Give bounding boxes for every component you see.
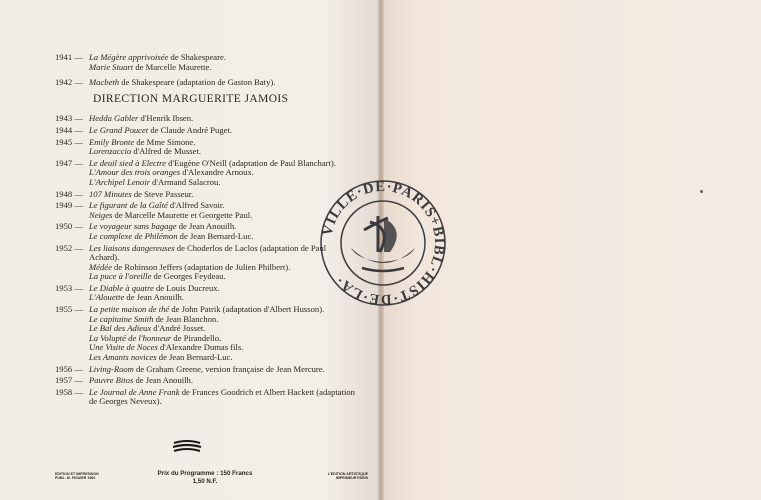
play-line bbox=[89, 78, 355, 88]
play-line bbox=[89, 232, 355, 242]
entry-plays bbox=[89, 114, 355, 124]
play-title: L'Alouette bbox=[89, 292, 125, 303]
chronology-entry bbox=[55, 388, 355, 407]
chronology-entry bbox=[55, 138, 355, 157]
publisher-credit bbox=[300, 472, 368, 481]
chronology-entry bbox=[55, 244, 355, 282]
play-author: de Frances Goodrich et Albert Hackett (adaptation de Georges Neveux). bbox=[89, 386, 355, 407]
play-author: de Jean Bernard-Luc. bbox=[156, 352, 233, 363]
play-author: de Pirandello. bbox=[171, 332, 222, 343]
play-title: Le deuil sied à Electre bbox=[89, 157, 167, 168]
play-author: d'Henrik Ibsen. bbox=[138, 113, 194, 124]
play-author: d'André Josset. bbox=[151, 323, 206, 334]
entry-plays bbox=[89, 244, 355, 282]
entry-plays bbox=[89, 305, 355, 363]
play-title: Emily Bronte bbox=[89, 136, 135, 147]
entry-year: 1948 — bbox=[55, 188, 83, 199]
play-title: L'Archipel Lenoir bbox=[89, 176, 150, 187]
entry-plays bbox=[89, 78, 355, 88]
play-author: de Jean Blanchon. bbox=[153, 313, 219, 324]
play-title: Lorenzaccio bbox=[89, 146, 132, 157]
play-title: La petite maison de thé bbox=[89, 304, 170, 315]
play-author: de Jean Anouilh. bbox=[133, 375, 193, 386]
play-title: Pauvre Bitos bbox=[89, 375, 134, 386]
play-title: Le Journal de Anne Frank bbox=[89, 386, 180, 397]
printer-line-1: EDITION ET IMPRESSION bbox=[55, 472, 99, 476]
play-author: de Shakespeare (adaptation de Gaston Baty). bbox=[119, 77, 276, 88]
play-title: Neiges bbox=[89, 209, 113, 220]
play-author: de Mme Simone. bbox=[134, 136, 196, 147]
chronology-entry bbox=[55, 365, 355, 375]
entry-year: 1953 — bbox=[55, 282, 83, 293]
play-author: de Jean Bernard-Luc. bbox=[177, 230, 254, 241]
price-line-1: Prix du Programme : 150 Francs bbox=[157, 470, 253, 477]
play-title: Le Diable à quatre bbox=[89, 282, 154, 293]
entry-plays bbox=[89, 201, 355, 220]
play-author: de Shakespeare. bbox=[168, 52, 226, 62]
play-author: de Marcelle Maurette. bbox=[133, 61, 212, 72]
entry-plays bbox=[89, 284, 355, 303]
entry-year: 1947 — bbox=[55, 157, 83, 168]
chronology-entry bbox=[55, 159, 355, 188]
play-title: La puce à l'oreille bbox=[89, 271, 152, 282]
play-title: Hedda Gabler bbox=[89, 113, 139, 124]
play-author: d'Alfred Savoir. bbox=[167, 200, 225, 211]
entry-year: 1950 — bbox=[55, 221, 83, 232]
play-line bbox=[89, 114, 355, 124]
program-price bbox=[145, 470, 265, 486]
play-author: de John Patrik (adaptation d'Albert Husson). bbox=[169, 304, 325, 315]
section-heading: DIRECTION MARGUERITE JAMOIS bbox=[93, 92, 289, 105]
play-author: de Georges Feydeau. bbox=[151, 271, 226, 282]
play-author: de Steve Passeur. bbox=[131, 188, 194, 199]
publisher-line-2: IMPRIMEUR PARIS bbox=[335, 476, 368, 481]
entry-plays bbox=[89, 53, 355, 72]
play-line bbox=[89, 272, 355, 282]
price-line-2: 1,50 N.F. bbox=[192, 478, 218, 485]
play-title: La Volupté de l'honneur bbox=[89, 332, 172, 343]
chronology-entry bbox=[55, 126, 355, 136]
entry-plays bbox=[89, 365, 355, 375]
chronology-entry bbox=[55, 201, 355, 220]
play-title: La Mégère apprivoisée bbox=[89, 52, 169, 62]
publisher-line-1: L'EDITION ARTISTIQUE bbox=[327, 472, 368, 476]
entry-year: 1949 — bbox=[55, 200, 83, 211]
play-author: d'Armand Salacrou. bbox=[149, 176, 221, 187]
chronology-entry bbox=[55, 53, 355, 72]
printer-credit bbox=[55, 472, 99, 481]
play-title: Living-Room bbox=[89, 363, 134, 374]
stamp-text: VILLE·DE·PARIS+BIBL·HIST·DE·LA· bbox=[319, 178, 448, 308]
play-title: Macbeth bbox=[89, 77, 120, 88]
play-author: de Jean Anouilh. bbox=[124, 292, 184, 303]
play-line bbox=[89, 190, 355, 200]
play-title: Le capitaine Smith bbox=[89, 313, 154, 324]
printer-line-2: PUBL. M. FIGUIER 1960 bbox=[55, 476, 96, 481]
play-author: d'Alfred de Musset. bbox=[131, 146, 201, 157]
entry-plays bbox=[89, 138, 355, 157]
play-line bbox=[89, 178, 355, 188]
play-line bbox=[89, 63, 355, 73]
play-author: d'Alexandre Arnoux. bbox=[180, 167, 254, 178]
play-line bbox=[89, 353, 355, 363]
entry-year: 1945 — bbox=[55, 136, 83, 147]
play-author: de Louis Ducreux. bbox=[153, 282, 220, 293]
play-title: Les Amants novices bbox=[89, 352, 157, 363]
play-title: Le complexe de Philémon bbox=[89, 230, 178, 241]
play-line bbox=[89, 293, 355, 303]
library-stamp bbox=[318, 178, 448, 308]
play-title: Le Grand Poucet bbox=[89, 124, 149, 135]
chronology-entry bbox=[55, 284, 355, 303]
entry-plays bbox=[89, 388, 355, 407]
entry-plays bbox=[89, 126, 355, 136]
play-title: Le Bal des Adieux bbox=[89, 323, 152, 334]
chronology-entry bbox=[55, 114, 355, 124]
chronology-entry bbox=[55, 222, 355, 241]
paper-speck bbox=[700, 190, 703, 193]
entry-year: 1955 — bbox=[55, 304, 83, 315]
play-title: Une Visite de Noces bbox=[89, 342, 158, 353]
play-line bbox=[89, 244, 355, 263]
entry-plays bbox=[89, 376, 355, 386]
entry-year: 1957 — bbox=[55, 375, 83, 386]
entry-year: 1944 — bbox=[55, 124, 83, 135]
play-title: Médée bbox=[89, 261, 112, 272]
ornament bbox=[172, 440, 202, 454]
play-author: de Robinson Jeffers (adaptation de Julien Philbert). bbox=[111, 261, 291, 272]
play-title: Les liaisons dangereuses bbox=[89, 242, 175, 253]
ship-emblem-icon bbox=[351, 216, 415, 271]
play-title: Le figurant de la Gaîté bbox=[89, 200, 168, 211]
play-line bbox=[89, 388, 355, 407]
chronology-entry bbox=[55, 190, 355, 200]
chronology-entry bbox=[55, 376, 355, 386]
entry-plays bbox=[89, 159, 355, 188]
entry-plays bbox=[89, 190, 355, 200]
play-line bbox=[89, 211, 355, 221]
play-author: d'Alexandre Dumas fils. bbox=[157, 342, 244, 353]
play-line bbox=[89, 126, 355, 136]
play-title: Marie Stuart bbox=[89, 61, 134, 72]
entry-year: 1956 — bbox=[55, 363, 83, 374]
play-title: L'Amour des trois oranges bbox=[89, 167, 181, 178]
entry-plays bbox=[89, 222, 355, 241]
play-line bbox=[89, 147, 355, 157]
chronology-list bbox=[55, 53, 355, 409]
entry-year: 1958 — bbox=[55, 386, 83, 397]
entry-year: 1941 — bbox=[55, 52, 83, 62]
play-author: de Claude André Puget. bbox=[148, 124, 232, 135]
play-author: de Choderlos de Laclos (adaptation de Paul Achard). bbox=[89, 242, 327, 263]
play-title: Le voyageur sans bagage bbox=[89, 221, 177, 232]
play-line bbox=[89, 365, 355, 375]
play-line bbox=[89, 376, 355, 386]
chronology-entry bbox=[55, 305, 355, 363]
play-author: d'Eugène O'Neill (adaptation de Paul Blanchart). bbox=[166, 157, 336, 168]
chronology-entry bbox=[55, 78, 355, 88]
play-title: 107 Minutes bbox=[89, 188, 132, 199]
play-author: de Marcelle Maurette et Georgette Paul. bbox=[112, 209, 253, 220]
entry-year: 1942 — bbox=[55, 77, 83, 88]
entry-year: 1952 — bbox=[55, 242, 83, 253]
play-author: de Graham Greene, version française de Jean Mercure. bbox=[133, 363, 325, 374]
entry-year: 1943 — bbox=[55, 113, 83, 124]
page-footer bbox=[55, 470, 368, 490]
play-author: de Jean Anouilh. bbox=[176, 221, 237, 232]
